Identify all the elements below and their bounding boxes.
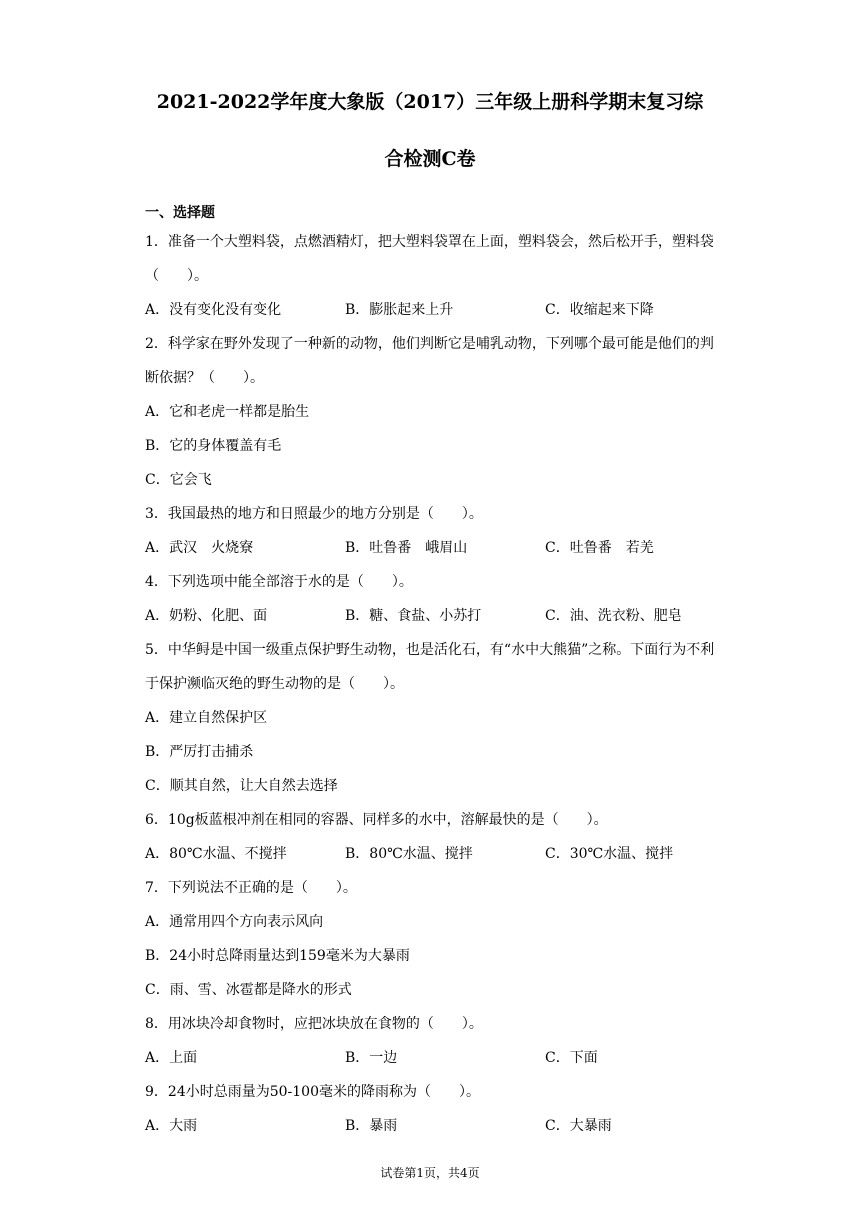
option-a[interactable]: A．奶粉、化肥、面 [145,608,268,624]
question-stem: 2．科学家在野外发现了一种新的动物，他们判断它是哺乳动物，下列哪个最可能是他们的判断依据？（ ）。 [145,336,714,386]
option-c[interactable]: C．顺其自然，让大自然去选择 [145,778,338,794]
option-row [145,1109,720,1143]
question-stem: 5．中华鲟是中国一级重点保护野生动物，也是活化石，有“水中大熊猫”之称。下面行为不利于保护濒临灭绝的野生动物的是（ ）。 [145,642,715,692]
option-b[interactable]: B．糖、食盐、小苏打 [345,608,482,624]
option-row [145,1041,720,1075]
option-row [145,837,720,871]
question-stem: 1．准备一个大塑料袋，点燃酒精灯，把大塑料袋罩在上面，塑料袋会，然后松开手，塑料袋（ ）。 [145,234,714,284]
option-a[interactable]: A．上面 [145,1050,198,1066]
option-row [145,293,720,327]
option-b[interactable]: B．80℃水温、搅拌 [345,846,473,862]
option-row [145,531,720,565]
option-a[interactable]: A．没有变化没有变化 [145,302,282,318]
option-c[interactable]: C．30℃水温、搅拌 [545,846,674,862]
option-c[interactable]: C．下面 [545,1050,598,1066]
question-stem: 6．10g板蓝根冲剂在相同的容器、同样多的水中，溶解最快的是（ ）。 [145,812,608,828]
title-line-2: 合检测C卷 [384,148,476,170]
option-row [145,599,720,633]
question-stem: 7．下列说法不正确的是（ ）。 [145,880,357,896]
question-stem: 8．用冰块冷却食物时，应把冰块放在食物的（ ）。 [145,1016,483,1032]
option-b[interactable]: B．它的身体覆盖有毛 [145,438,282,454]
option-b[interactable]: B．吐鲁番 峨眉山 [345,540,468,556]
option-c[interactable]: C．收缩起来下降 [545,302,654,318]
option-b[interactable]: B．一边 [345,1050,398,1066]
option-a[interactable]: A．武汉 火烧寮 [145,540,254,556]
option-b[interactable]: B．膨胀起来上升 [345,302,454,318]
option-b[interactable]: B．暴雨 [345,1118,398,1134]
section-heading: 一、选择题 [145,205,215,221]
exam-title [60,74,800,188]
option-c[interactable]: C．它会飞 [145,472,212,488]
page-footer: 试卷第1页，共4页 [380,1166,480,1180]
option-c[interactable]: C．大暴雨 [545,1118,612,1134]
option-a[interactable]: A．大雨 [145,1118,198,1134]
question-list [145,202,720,1143]
option-b[interactable]: B．24小时总降雨量达到159毫米为大暴雨 [145,948,410,964]
question-stem: 9．24小时总雨量为50-100毫米的降雨称为（ ）。 [145,1084,480,1100]
option-c[interactable]: C．吐鲁番 若羌 [545,540,654,556]
option-a[interactable]: A．通常用四个方向表示风向 [145,914,324,930]
option-a[interactable]: A．它和老虎一样都是胎生 [145,404,310,420]
option-a[interactable]: A．建立自然保护区 [145,710,268,726]
option-c[interactable]: C．油、洗衣粉、肥皂 [545,608,682,624]
question-stem: 3．我国最热的地方和日照最少的地方分别是（ ）。 [145,506,483,522]
question-stem: 4．下列选项中能全部溶于水的是（ ）。 [145,574,413,590]
title-line-1: 2021-2022学年度大象版（2017）三年级上册科学期末复习综 [156,91,704,113]
option-b[interactable]: B．严厉打击捕杀 [145,744,254,760]
option-c[interactable]: C．雨、雪、冰雹都是降水的形式 [145,982,352,998]
option-a[interactable]: A．80℃水温、不搅拌 [145,846,287,862]
